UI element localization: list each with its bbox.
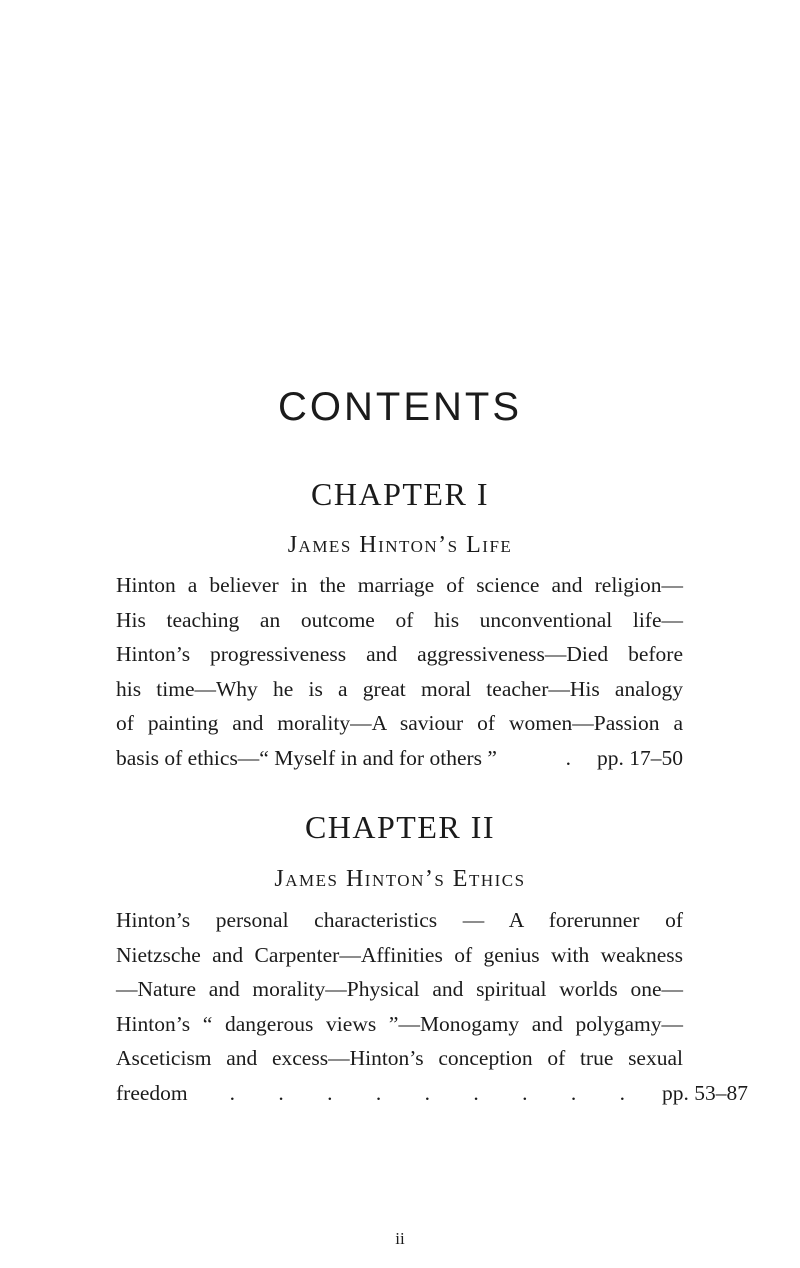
summary-last-line: [116, 741, 683, 776]
contents-title: CONTENTS: [278, 385, 522, 429]
summary-line: —Nature and morality—Physical and spiritual worlds one—: [116, 977, 683, 1002]
page-range: pp. 17–50: [597, 745, 683, 770]
summary-line: Nietzsche and Carpenter—Affinities of genius with weakness: [116, 942, 683, 967]
chapter-1-heading: CHAPTER I: [311, 476, 489, 512]
page-number: ii: [395, 1229, 405, 1248]
chapter-2-heading: CHAPTER II: [304, 809, 496, 845]
chapter-1-subtitle: James Hinton’s Life: [287, 532, 513, 558]
page-range: pp. 53–87: [662, 1080, 749, 1105]
chapter-1-summary: [116, 568, 683, 776]
chapter-2-subtitle: James Hinton’s Ethics: [274, 866, 526, 892]
summary-line: His teaching an outcome of his unconventional life—: [116, 607, 683, 632]
summary-line: his time—Why he is a great moral teacher—His analogy: [116, 676, 683, 701]
chapter-2-summary: [116, 903, 749, 1111]
summary-last-line: [116, 1076, 749, 1111]
dot-leader: .: [565, 745, 571, 770]
summary-line: Hinton a believer in the marriage of science and religion—: [116, 573, 683, 597]
summary-line: of painting and morality—A saviour of women—Passion a: [116, 711, 683, 736]
summary-last-text: freedom: [116, 1080, 188, 1105]
summary-last-text: basis of ethics—“ Myself in and for others ”: [116, 745, 497, 770]
dot-leader: . . . . . . . . .: [229, 1080, 645, 1105]
summary-line: Asceticism and excess—Hinton’s conception of true sexual: [116, 1046, 683, 1071]
summary-line: Hinton’s personal characteristics — A forerunner of: [116, 908, 683, 932]
summary-line: Hinton’s “ dangerous views ”—Monogamy and polygamy—: [116, 1011, 683, 1036]
summary-line: Hinton’s progressiveness and aggressiveness—Died before: [116, 642, 683, 667]
